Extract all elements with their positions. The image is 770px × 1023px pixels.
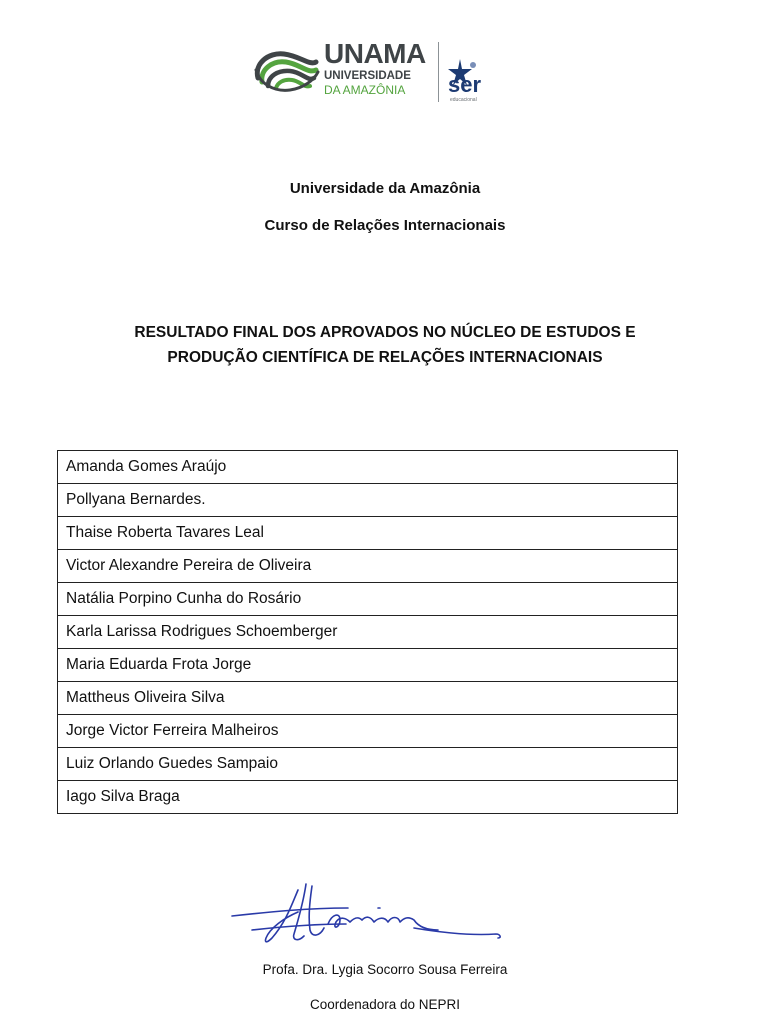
ser-logo-subtext: educacional	[450, 97, 477, 103]
title-line-2: PRODUÇÃO CIENTÍFICA DE RELAÇÕES INTERNACIONAIS	[167, 349, 603, 366]
unama-swirl-icon	[250, 44, 322, 96]
table-row	[58, 715, 678, 748]
approved-name-cell: Karla Larissa Rodrigues Schoemberger	[58, 616, 678, 649]
approved-name-cell: Mattheus Oliveira Silva	[58, 682, 678, 715]
table-row	[58, 781, 678, 814]
approved-list-body	[58, 451, 678, 814]
ser-logo-text: ser	[448, 72, 482, 97]
approved-name-cell: Pollyana Bernardes.	[58, 484, 678, 517]
table-row	[58, 682, 678, 715]
course-name: Curso de Relações Internacionais	[264, 217, 506, 234]
approved-name-cell: Iago Silva Braga	[58, 781, 678, 814]
logo-line2: DA AMAZÔNIA	[324, 83, 406, 97]
approved-name-cell: Natália Porpino Cunha do Rosário	[58, 583, 678, 616]
table-row	[58, 484, 678, 517]
approved-name-cell: Luiz Orlando Guedes Sampaio	[58, 748, 678, 781]
approved-list-table	[57, 450, 678, 814]
title-line-1: RESULTADO FINAL DOS APROVADOS NO NÚCLEO DE ESTUDOS E	[134, 324, 636, 341]
institution-name: Universidade da Amazônia	[289, 180, 481, 197]
approved-name-cell: Maria Eduarda Frota Jorge	[58, 649, 678, 682]
approved-name-cell: Amanda Gomes Araújo	[58, 451, 678, 484]
table-row	[58, 583, 678, 616]
table-row	[58, 616, 678, 649]
signatory-role: Coordenadora do NEPRI	[309, 997, 461, 1012]
table-row	[58, 748, 678, 781]
table-row	[58, 517, 678, 550]
document-title	[40, 320, 730, 370]
approved-name-cell: Jorge Victor Ferreira Malheiros	[58, 715, 678, 748]
logo-line1: UNIVERSIDADE	[324, 70, 411, 82]
handwritten-signature	[228, 878, 508, 950]
table-row	[58, 649, 678, 682]
unama-logo	[250, 40, 500, 106]
table-row	[58, 550, 678, 583]
signatory-name: Profa. Dra. Lygia Socorro Sousa Ferreira	[262, 962, 508, 977]
logo-brand-text: UNAMA	[324, 38, 426, 69]
table-row	[58, 451, 678, 484]
approved-name-cell: Victor Alexandre Pereira de Oliveira	[58, 550, 678, 583]
approved-name-cell: Thaise Roberta Tavares Leal	[58, 517, 678, 550]
logo-divider	[438, 42, 439, 102]
